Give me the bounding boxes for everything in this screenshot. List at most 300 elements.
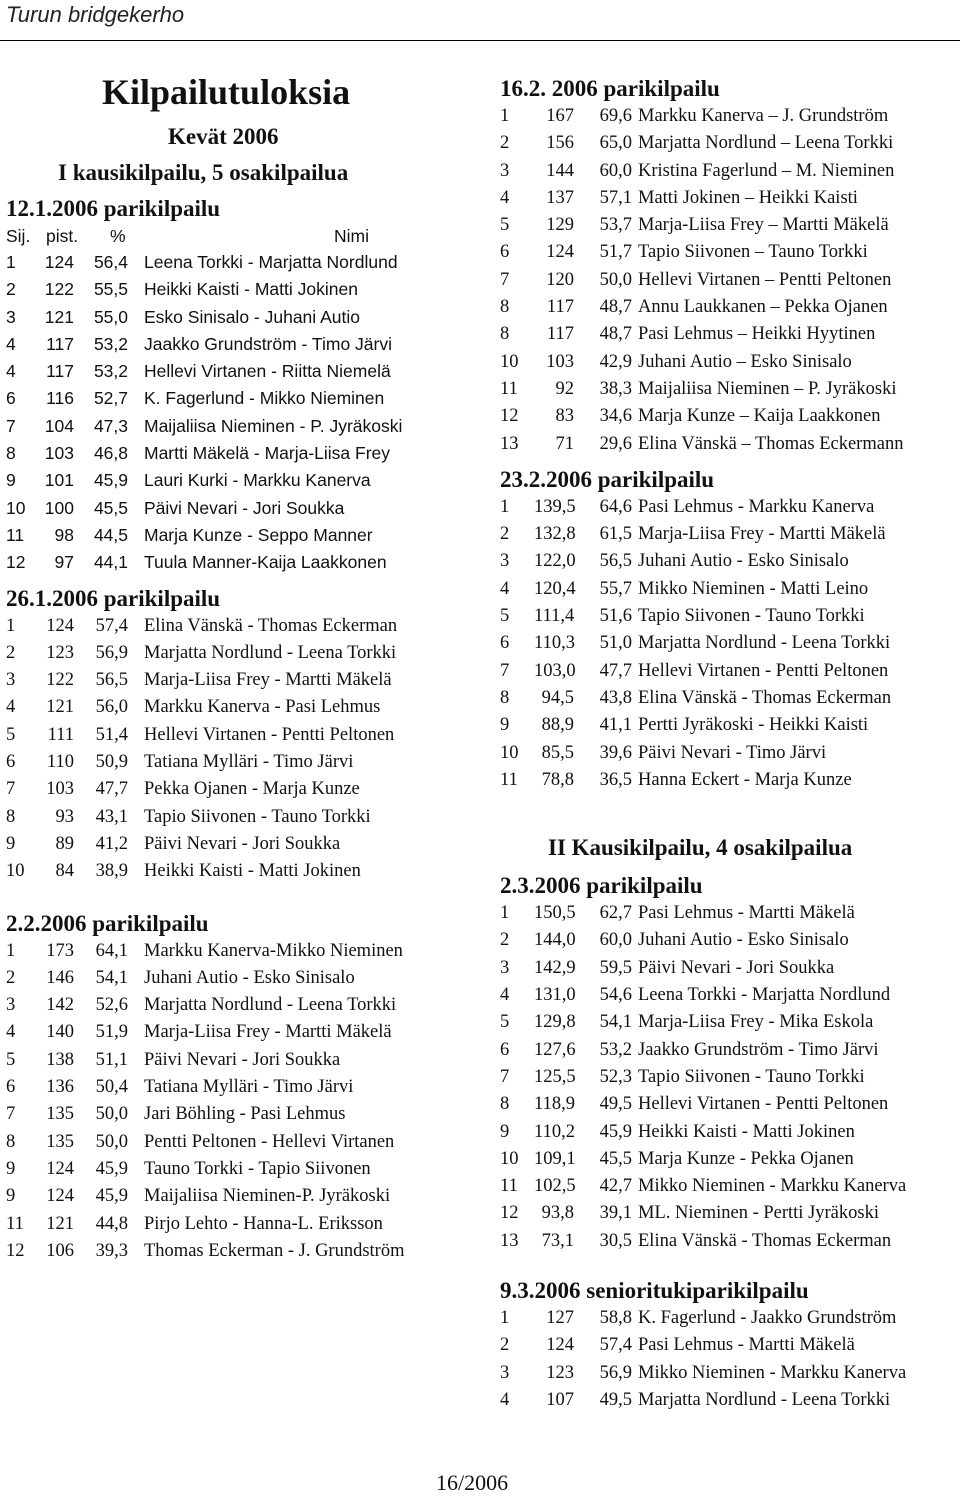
- percent-cell: 45,5: [599, 1148, 632, 1169]
- percent-cell: 47,7: [95, 779, 128, 800]
- position-cell: 3: [500, 551, 510, 572]
- score-cell: 117: [46, 333, 74, 354]
- name-cell: Elina Vänskä - Thomas Eckerman: [638, 1230, 892, 1251]
- table-row: [498, 213, 960, 240]
- table-row: [0, 1130, 470, 1157]
- table-row: [498, 240, 960, 267]
- percent-cell: 49,5: [599, 1094, 632, 1115]
- name-cell: Marja Kunze – Kaija Laakkonen: [638, 406, 881, 427]
- position-cell: 10: [6, 497, 26, 518]
- season-title: Kevät 2006: [168, 124, 279, 149]
- position-cell: 4: [6, 333, 16, 354]
- score-cell: 88,9: [541, 715, 574, 736]
- position-cell: 5: [500, 606, 510, 627]
- name-cell: Juhani Autio - Esko Sinisalo: [638, 551, 849, 572]
- score-cell: 103,0: [534, 660, 576, 681]
- column-header-row: [6, 224, 470, 250]
- table-row: [498, 1092, 960, 1119]
- position-cell: 7: [500, 1066, 510, 1087]
- percent-cell: 51,1: [95, 1049, 128, 1070]
- position-cell: 1: [6, 252, 16, 272]
- position-cell: 3: [6, 306, 16, 327]
- percent-cell: 54,1: [599, 1012, 632, 1033]
- table-row: [0, 1075, 470, 1102]
- percent-cell: 51,7: [599, 242, 632, 263]
- position-cell: 9: [500, 1121, 510, 1142]
- name-cell: Maijaliisa Nieminen-P. Jyräkoski: [144, 1186, 391, 1207]
- position-cell: 3: [6, 670, 16, 691]
- percent-cell: 61,5: [599, 524, 632, 545]
- page-title: Kilpailutuloksia: [102, 72, 351, 112]
- table-row: [0, 1020, 470, 1047]
- percent-cell: 46,8: [93, 443, 128, 464]
- name-cell: Päivi Nevari - Jori Soukka: [144, 1049, 341, 1070]
- percent-cell: 44,1: [93, 552, 128, 573]
- score-cell: 139,5: [534, 496, 576, 517]
- percent-cell: 45,9: [95, 1158, 128, 1179]
- score-cell: 121: [44, 306, 74, 327]
- percent-cell: 69,6: [599, 106, 632, 126]
- position-cell: 13: [500, 433, 519, 454]
- name-cell: Tapio Siivonen – Tauno Torkki: [638, 242, 868, 263]
- table-row: [0, 496, 470, 523]
- table-row: [0, 966, 470, 993]
- score-cell: 78,8: [541, 769, 574, 790]
- percent-cell: 55,5: [93, 279, 128, 300]
- name-cell: Mikko Nieminen - Matti Leino: [638, 578, 869, 599]
- name-cell: Pasi Lehmus – Heikki Hyytinen: [638, 324, 876, 345]
- position-cell: 3: [6, 995, 16, 1016]
- name-cell: Maijaliisa Nieminen - P. Jyräkoski: [144, 415, 403, 436]
- table-row: [498, 1361, 960, 1388]
- score-cell: 101: [44, 470, 74, 491]
- position-cell: 4: [500, 1389, 510, 1410]
- table-row: [0, 414, 470, 441]
- name-cell: Juhani Autio - Esko Sinisalo: [638, 930, 849, 951]
- score-cell: 173: [46, 940, 74, 961]
- name-cell: Marja-Liisa Frey - Martti Mäkelä: [638, 524, 886, 545]
- percent-cell: 55,7: [599, 578, 632, 599]
- left-column: [0, 60, 470, 1266]
- table-row: [498, 604, 960, 631]
- position-cell: 1: [6, 940, 16, 961]
- position-cell: 2: [500, 133, 510, 154]
- percent-cell: 56,0: [95, 697, 128, 718]
- table-row: [498, 131, 960, 158]
- name-cell: Lauri Kurki - Markku Kanerva: [144, 470, 371, 491]
- score-cell: 120,4: [534, 578, 576, 599]
- name-cell: Elina Vänskä - Thomas Eckerman: [144, 615, 398, 636]
- position-cell: 4: [500, 578, 510, 599]
- position-cell: 6: [500, 633, 510, 654]
- score-cell: 111,4: [534, 606, 575, 627]
- position-cell: 8: [500, 297, 510, 318]
- score-cell: 100: [44, 497, 74, 518]
- name-cell: Marjatta Nordlund - Leena Torkki: [638, 633, 891, 654]
- name-cell: Esko Sinisalo - Juhani Autio: [144, 306, 360, 327]
- table-row: [0, 832, 470, 859]
- table-row: [0, 1157, 470, 1184]
- position-cell: 10: [6, 861, 25, 882]
- name-cell: Hellevi Virtanen - Pentti Peltonen: [144, 724, 395, 745]
- name-cell: Päivi Nevari - Jori Soukka: [144, 833, 341, 854]
- position-cell: 10: [500, 742, 519, 763]
- table-row: [0, 750, 470, 777]
- percent-cell: 44,5: [93, 524, 128, 545]
- table-row: [498, 1388, 960, 1415]
- position-cell: 1: [500, 496, 510, 517]
- position-cell: 7: [6, 1104, 16, 1125]
- percent-cell: 41,2: [95, 833, 128, 854]
- score-cell: 167: [546, 106, 574, 126]
- percent-cell: 30,5: [599, 1230, 632, 1251]
- name-cell: K. Fagerlund - Mikko Nieminen: [144, 388, 385, 409]
- percent-cell: 60,0: [599, 930, 632, 951]
- position-cell: 5: [500, 215, 510, 236]
- column-header-percent: %: [110, 226, 126, 246]
- table-row: [498, 1147, 960, 1174]
- score-cell: 144,0: [534, 930, 576, 951]
- table-row: [0, 614, 470, 641]
- percent-cell: 56,9: [95, 642, 128, 663]
- name-cell: Tatiana Mylläri - Timo Järvi: [144, 752, 354, 773]
- table-row: [0, 550, 470, 577]
- name-cell: Marjatta Nordlund - Leena Torkki: [144, 995, 397, 1016]
- table-row: [0, 386, 470, 413]
- percent-cell: 41,1: [599, 715, 632, 736]
- score-cell: 110,2: [534, 1121, 575, 1142]
- percent-cell: 34,6: [599, 406, 632, 427]
- position-cell: 11: [6, 1213, 24, 1234]
- section-title: 2.2.2006 parikilpailu: [6, 910, 209, 936]
- percent-cell: 51,0: [599, 633, 632, 654]
- score-cell: 138: [46, 1049, 74, 1070]
- score-cell: 107: [546, 1389, 574, 1410]
- score-cell: 73,1: [541, 1230, 574, 1251]
- percent-cell: 38,9: [95, 861, 128, 882]
- table-row: [0, 1184, 470, 1211]
- name-cell: Hellevi Virtanen - Riitta Niemelä: [144, 361, 391, 382]
- score-cell: 122: [46, 670, 74, 691]
- position-cell: 6: [6, 752, 16, 773]
- series-title: I kausikilpailu, 5 osakilpailua: [58, 160, 349, 185]
- table-row: [0, 805, 470, 832]
- table-row: [498, 713, 960, 740]
- position-cell: 4: [500, 985, 510, 1006]
- position-cell: 3: [500, 957, 510, 978]
- name-cell: ML. Nieminen - Pertti Jyräkoski: [638, 1203, 879, 1224]
- score-cell: 124: [46, 1158, 74, 1179]
- percent-cell: 51,4: [95, 724, 128, 745]
- position-cell: 12: [500, 406, 519, 427]
- table-row: [498, 741, 960, 768]
- page-header: [0, 0, 960, 40]
- percent-cell: 57,4: [95, 615, 128, 636]
- percent-cell: 50,0: [95, 1104, 128, 1125]
- name-cell: Marja-Liisa Frey - Martti Mäkelä: [144, 1022, 392, 1043]
- position-cell: 9: [6, 833, 16, 854]
- table-row: [0, 277, 470, 304]
- name-cell: Marja-Liisa Frey - Martti Mäkelä: [144, 670, 392, 691]
- position-cell: 9: [6, 1186, 16, 1207]
- name-cell: Pirjo Lehto - Hanna-L. Eriksson: [144, 1213, 383, 1234]
- table-row: [498, 377, 960, 404]
- results-table: [498, 901, 960, 1256]
- percent-cell: 49,5: [599, 1389, 632, 1410]
- position-cell: 8: [6, 1131, 16, 1152]
- name-cell: Marja Kunze - Pekka Ojanen: [638, 1148, 854, 1169]
- score-cell: 129,8: [534, 1012, 576, 1033]
- score-cell: 124: [46, 615, 74, 636]
- percent-cell: 45,9: [599, 1121, 632, 1142]
- position-cell: 8: [6, 806, 16, 827]
- percent-cell: 53,2: [93, 361, 128, 382]
- name-cell: Pasi Lehmus - Markku Kanerva: [638, 496, 875, 517]
- table-row: [498, 1229, 960, 1256]
- table-row: [498, 522, 960, 549]
- name-cell: Pentti Peltonen - Hellevi Virtanen: [144, 1131, 395, 1152]
- name-cell: Marjatta Nordlund - Leena Torkki: [144, 642, 397, 663]
- name-cell: Tuula Manner-Kaija Laakkonen: [144, 552, 387, 573]
- score-cell: 110: [46, 752, 74, 773]
- score-cell: 103: [46, 779, 74, 800]
- name-cell: Mikko Nieminen - Markku Kanerva: [638, 1362, 907, 1383]
- position-cell: 2: [500, 930, 510, 951]
- score-cell: 116: [46, 388, 74, 409]
- name-cell: Marjatta Nordlund - Leena Torkki: [638, 1389, 891, 1410]
- score-cell: 117: [546, 297, 574, 318]
- name-cell: Pertti Jyräkoski - Heikki Kaisti: [638, 715, 869, 736]
- name-cell: Elina Vänskä - Thomas Eckerman: [638, 687, 892, 708]
- position-cell: 6: [500, 242, 510, 263]
- percent-cell: 38,3: [599, 378, 632, 399]
- percent-cell: 50,0: [599, 269, 632, 290]
- position-cell: 7: [500, 660, 510, 681]
- table-row: [498, 983, 960, 1010]
- position-cell: 2: [6, 967, 16, 988]
- score-cell: 98: [54, 524, 74, 545]
- score-cell: 129: [546, 215, 574, 236]
- score-cell: 124: [546, 1335, 574, 1356]
- table-row: [0, 939, 470, 966]
- score-cell: 103: [546, 351, 574, 372]
- name-cell: Leena Torkki - Marjatta Nordlund: [638, 985, 891, 1006]
- score-cell: 109,1: [534, 1148, 576, 1169]
- score-cell: 117: [46, 361, 74, 382]
- percent-cell: 51,9: [95, 1022, 128, 1043]
- table-row: [0, 1102, 470, 1129]
- name-cell: Marja-Liisa Frey - Mika Eskola: [638, 1012, 874, 1033]
- name-cell: Marja-Liisa Frey – Martti Mäkelä: [638, 215, 889, 236]
- table-row: [498, 1201, 960, 1228]
- table-row: [0, 1239, 470, 1266]
- percent-cell: 53,2: [93, 333, 128, 354]
- position-cell: 9: [6, 1158, 16, 1179]
- percent-cell: 50,4: [95, 1077, 128, 1098]
- name-cell: Tatiana Mylläri - Timo Järvi: [144, 1077, 354, 1098]
- column-header-name: Nimi: [334, 226, 369, 246]
- table-row: [498, 659, 960, 686]
- table-row: [498, 1038, 960, 1065]
- table-row: [498, 577, 960, 604]
- page-number: 16/2006: [436, 1470, 509, 1495]
- table-row: [0, 859, 470, 886]
- table-row: [498, 1065, 960, 1092]
- score-cell: 120: [546, 269, 574, 290]
- percent-cell: 45,9: [93, 470, 128, 491]
- name-cell: Heikki Kaisti - Matti Jokinen: [638, 1121, 855, 1142]
- table-row: [498, 295, 960, 322]
- name-cell: Marjatta Nordlund – Leena Torkki: [638, 133, 894, 154]
- score-cell: 110,3: [534, 633, 575, 654]
- column-header-score: pist.: [46, 226, 79, 246]
- position-cell: 8: [500, 687, 510, 708]
- name-cell: Annu Laukkanen – Pekka Ojanen: [638, 297, 888, 318]
- percent-cell: 48,7: [599, 324, 632, 345]
- percent-cell: 64,6: [599, 496, 632, 517]
- name-cell: Pasi Lehmus - Martti Mäkelä: [638, 1335, 855, 1356]
- percent-cell: 48,7: [599, 297, 632, 318]
- score-cell: 117: [546, 324, 574, 345]
- table-row: [498, 956, 960, 983]
- score-cell: 127,6: [534, 1039, 576, 1060]
- position-cell: 9: [6, 470, 16, 491]
- percent-cell: 54,6: [599, 985, 632, 1006]
- position-cell: 1: [500, 903, 510, 924]
- table-row: [498, 686, 960, 713]
- score-cell: 137: [546, 187, 574, 208]
- series-title: II Kausikilpailu, 4 osakilpailua: [548, 835, 853, 861]
- section-title: 2.3.2006 parikilpailu: [500, 873, 703, 899]
- section-title: 12.1.2006 parikilpailu: [6, 196, 221, 221]
- table-row: [498, 1120, 960, 1147]
- table-row: [498, 928, 960, 955]
- results-table: [0, 250, 470, 578]
- percent-cell: 60,0: [599, 160, 632, 181]
- percent-cell: 50,0: [95, 1131, 128, 1152]
- score-cell: 142,9: [534, 957, 576, 978]
- table-row: [0, 441, 470, 468]
- name-cell: Heikki Kaisti - Matti Jokinen: [144, 861, 361, 882]
- percent-cell: 50,9: [95, 752, 128, 773]
- name-cell: Päivi Nevari - Jori Soukka: [144, 497, 345, 518]
- name-cell: Hellevi Virtanen - Pentti Peltonen: [638, 660, 889, 681]
- name-cell: Kristina Fagerlund – M. Nieminen: [638, 160, 895, 181]
- table-row: [498, 549, 960, 576]
- position-cell: 7: [6, 415, 16, 436]
- position-cell: 10: [500, 1148, 519, 1169]
- position-cell: 11: [500, 1176, 518, 1197]
- table-row: [0, 668, 470, 695]
- results-table: [498, 104, 960, 459]
- position-cell: 3: [500, 160, 510, 181]
- name-cell: Tapio Siivonen - Tauno Torkki: [638, 1066, 865, 1087]
- score-cell: 71: [555, 433, 574, 454]
- name-cell: Matti Jokinen – Heikki Kaisti: [638, 187, 858, 208]
- score-cell: 106: [46, 1240, 74, 1261]
- position-cell: 4: [6, 361, 16, 382]
- name-cell: Jaakko Grundström - Timo Järvi: [144, 333, 392, 354]
- table-row: [498, 159, 960, 186]
- club-name: Turun bridgekerho: [6, 2, 185, 27]
- position-cell: 5: [6, 1049, 16, 1070]
- table-row: [498, 768, 960, 795]
- percent-cell: 42,9: [599, 351, 632, 372]
- table-row: [498, 404, 960, 431]
- name-cell: Juhani Autio - Esko Sinisalo: [144, 967, 355, 988]
- name-cell: Markku Kanerva-Mikko Nieminen: [144, 940, 403, 961]
- score-cell: 97: [54, 552, 74, 573]
- table-row: [0, 1212, 470, 1239]
- position-cell: 8: [500, 1094, 510, 1115]
- score-cell: 135: [46, 1104, 74, 1125]
- position-cell: 8: [500, 324, 510, 345]
- score-cell: 131,0: [534, 985, 576, 1006]
- percent-cell: 47,3: [93, 415, 128, 436]
- score-cell: 104: [44, 415, 74, 436]
- score-cell: 150,5: [534, 903, 576, 924]
- table-row: [498, 631, 960, 658]
- percent-cell: 54,1: [95, 967, 128, 988]
- position-cell: 2: [6, 642, 16, 663]
- percent-cell: 45,9: [95, 1186, 128, 1207]
- percent-cell: 52,6: [95, 995, 128, 1016]
- position-cell: 12: [6, 552, 26, 573]
- name-cell: Markku Kanerva - Pasi Lehmus: [144, 697, 381, 718]
- score-cell: 93,8: [541, 1203, 574, 1224]
- table-row: [0, 641, 470, 668]
- section-title: 23.2.2006 parikilpailu: [500, 466, 715, 492]
- table-row: [0, 468, 470, 495]
- name-cell: Jaakko Grundström - Timo Järvi: [638, 1039, 879, 1060]
- score-cell: 124: [546, 242, 574, 263]
- percent-cell: 47,7: [599, 660, 632, 681]
- name-cell: Thomas Eckerman - J. Grundström: [144, 1240, 405, 1261]
- results-table: [0, 614, 470, 887]
- position-cell: 5: [500, 1012, 510, 1033]
- percent-cell: 65,0: [599, 133, 632, 154]
- score-cell: 102,5: [534, 1176, 576, 1197]
- score-cell: 111: [47, 724, 74, 745]
- header-rule: [0, 40, 960, 41]
- position-cell: 13: [500, 1230, 519, 1251]
- table-row: [0, 723, 470, 750]
- column-header-position: Sij.: [6, 226, 31, 246]
- name-cell: Pasi Lehmus - Martti Mäkelä: [638, 903, 855, 924]
- percent-cell: 29,6: [599, 433, 632, 454]
- table-row: [498, 268, 960, 295]
- percent-cell: 45,5: [93, 497, 128, 518]
- percent-cell: 39,6: [599, 742, 632, 763]
- name-cell: Päivi Nevari - Jori Soukka: [638, 957, 835, 978]
- score-cell: 123: [546, 1362, 574, 1383]
- name-cell: Leena Torkki - Marjatta Nordlund: [144, 252, 398, 272]
- percent-cell: 57,4: [599, 1335, 632, 1356]
- percent-cell: 53,2: [599, 1039, 632, 1060]
- position-cell: 7: [500, 269, 510, 290]
- table-row: [498, 1306, 960, 1333]
- position-cell: 5: [6, 724, 16, 745]
- score-cell: 124: [44, 252, 74, 272]
- results-table: [498, 1306, 960, 1415]
- score-cell: 156: [546, 133, 574, 154]
- table-row: [0, 523, 470, 550]
- score-cell: 121: [46, 697, 74, 718]
- score-cell: 124: [46, 1186, 74, 1207]
- position-cell: 2: [500, 1335, 510, 1356]
- section-title: 26.1.2006 parikilpailu: [6, 585, 221, 611]
- name-cell: Martti Mäkelä - Marja-Liisa Frey: [144, 443, 391, 464]
